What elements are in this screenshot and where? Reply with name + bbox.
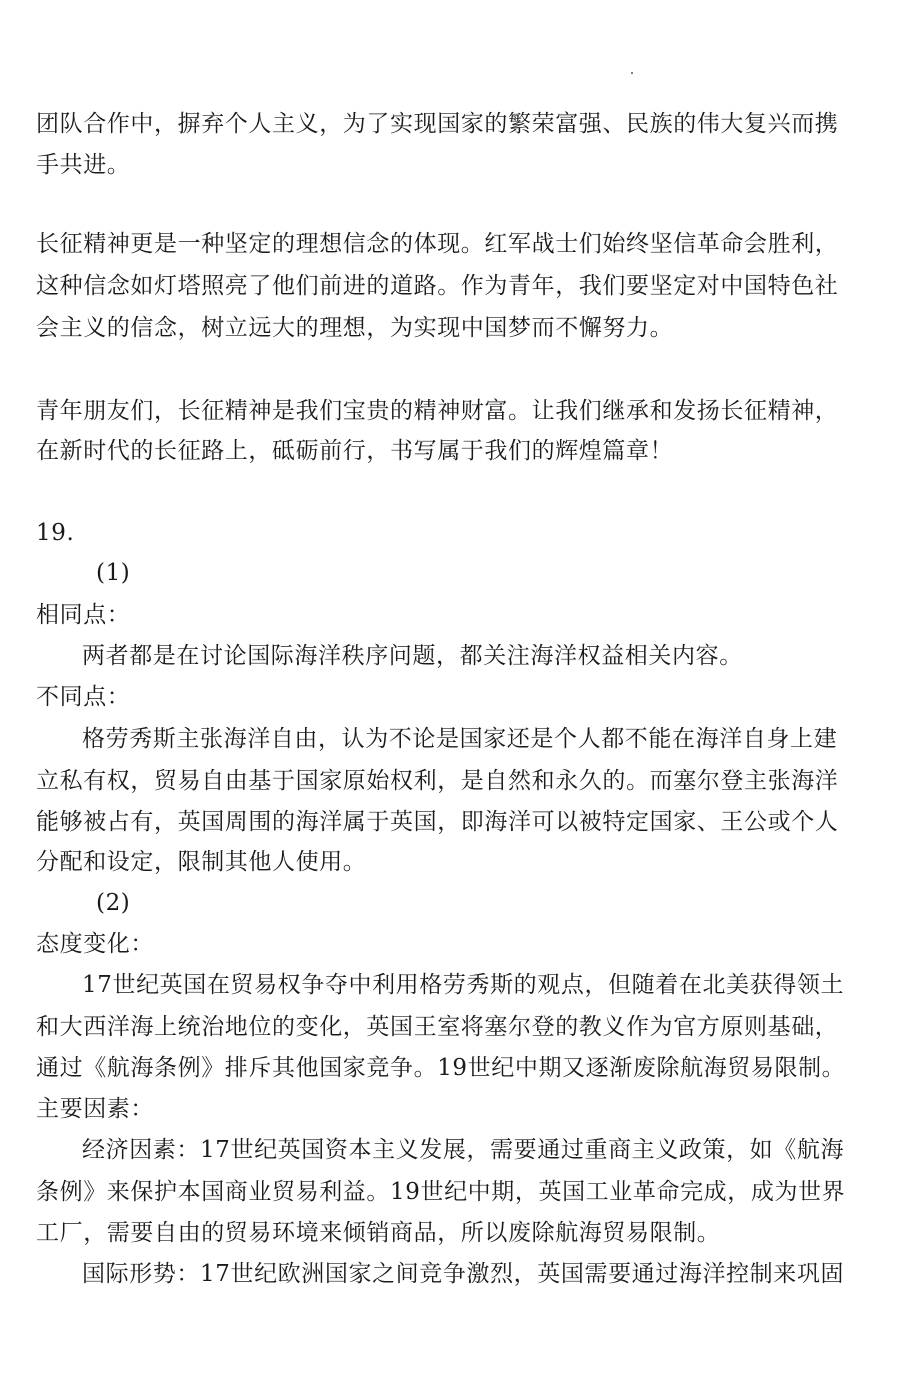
paragraph-line: 长征精神更是一种坚定的理想信念的体现。红军战士们始终坚信革命会胜利， [36, 231, 839, 257]
paragraph-line: 工厂，需要自由的贸易环境来倾销商品，所以废除航海贸易限制。 [36, 1220, 721, 1246]
paragraph-line: 17世纪英国在贸易权争夺中利用格劳秀斯的观点，但随着在北美获得领土 [82, 972, 845, 998]
sub-question-label: (2) [96, 890, 131, 916]
section-heading: 不同点： [36, 684, 131, 710]
section-heading: 相同点： [36, 602, 131, 628]
question-number: 19. [36, 520, 75, 546]
paragraph-line: 和大西洋海上统治地位的变化，英国王室将塞尔登的教义作为官方原则基础， [36, 1014, 839, 1040]
sub-question-label: (1) [96, 560, 131, 586]
paragraph-line: 分配和设定，限制其他人使用。 [36, 849, 367, 875]
paragraph-line: 经济因素：17世纪英国资本主义发展，需要通过重商主义政策，如《航海 [82, 1137, 845, 1163]
paragraph-line: 在新时代的长征路上，砥砺前行，书写属于我们的辉煌篇章！ [36, 438, 674, 464]
paragraph-line: 团队合作中，摒弃个人主义，为了实现国家的繁荣富强、民族的伟大复兴而携 [36, 111, 839, 137]
paragraph-line: 通过《航海条例》排斥其他国家竞争。19世纪中期又逐渐废除航海贸易限制。 [36, 1055, 846, 1081]
section-heading: 主要因素： [36, 1096, 154, 1122]
paragraph-line: 格劳秀斯主张海洋自由，认为不论是国家还是个人都不能在海洋自身上建 [82, 726, 838, 752]
paragraph-line: 立私有权，贸易自由基于国家原始权利，是自然和永久的。而塞尔登主张海洋 [36, 768, 839, 794]
paragraph-line: 两者都是在讨论国际海洋秩序问题，都关注海洋权益相关内容。 [82, 643, 743, 669]
paragraph-line: 手共进。 [36, 152, 131, 178]
scan-speck [631, 72, 633, 74]
paragraph-line: 青年朋友们，长征精神是我们宝贵的精神财富。让我们继承和发扬长征精神， [36, 398, 839, 424]
paragraph-line: 条例》来保护本国商业贸易利益。19世纪中期，英国工业革命完成，成为世界 [36, 1179, 846, 1205]
paragraph-line: 能够被占有，英国周围的海洋属于英国，即海洋可以被特定国家、王公或个人 [36, 809, 839, 835]
section-heading: 态度变化： [36, 931, 154, 957]
paragraph-line: 这种信念如灯塔照亮了他们前进的道路。作为青年，我们要坚定对中国特色社 [36, 273, 839, 299]
paragraph-line: 会主义的信念，树立远大的理想，为实现中国梦而不懈努力。 [36, 315, 674, 341]
paragraph-line: 国际形势：17世纪欧洲国家之间竞争激烈，英国需要通过海洋控制来巩固 [82, 1261, 845, 1287]
